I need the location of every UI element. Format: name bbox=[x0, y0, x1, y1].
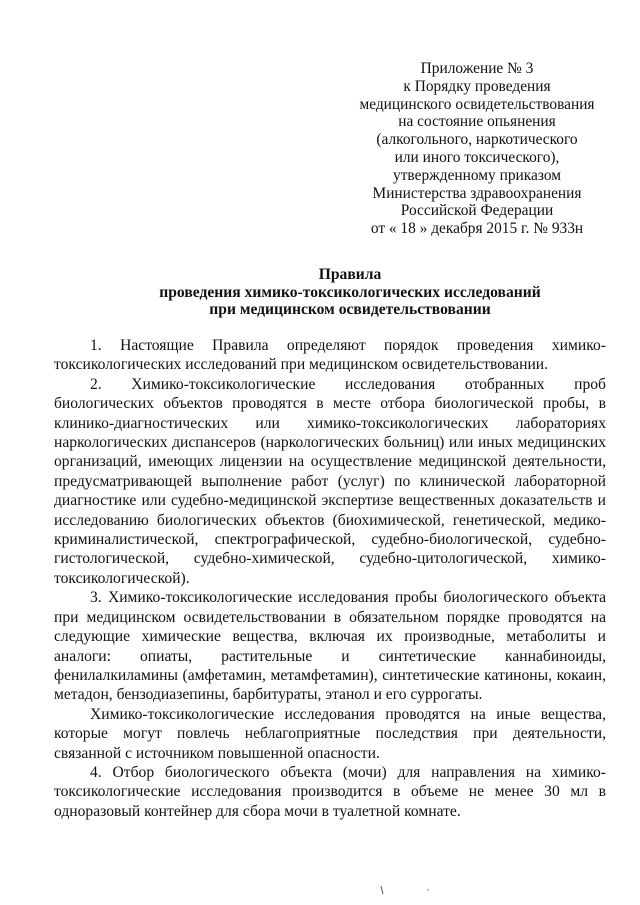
appendix-line: Министерства здравоохранения bbox=[372, 184, 582, 202]
paragraph-number: 1. bbox=[90, 337, 121, 354]
appendix-line: от « 18 » декабря 2015 г. № 933н bbox=[370, 220, 584, 238]
paragraph-text: Химико-токсикологические исследования пробы биологического объекта при медицинском освидетельствовании в обязательном порядке проводятся на следующие химические вещества, включая их производные, метаболиты и аналоги: опиаты, растительные и синтетические каннабиноиды, фенилалкиламины (амфетамин, метамфетамин), синтетические катиноны, кокаин, метадон, бензодиазепины, барбитураты, этанол и его суррогаты. bbox=[54, 589, 607, 704]
appendix-line: к Порядку проведения bbox=[403, 77, 551, 95]
paragraph bbox=[54, 705, 606, 763]
paragraph-text: Отбор биологического объекта (мочи) для направления на химико-токсикологические исследования производится в объеме не менее 30 мл в одноразовый контейнер для сбора мочи в туалетной комнате. bbox=[54, 763, 607, 820]
paragraph-text: Химико-токсикологические исследования отобранных проб биологических объектов проводятся в месте отбора биологической пробы, в клинико-диагностических или химико-токсикологических лабораториях наркологических диспансеров (наркологических больниц) или иных медицинских организаций, имеющих лицензии на осуществление медицинской деятельности, предусматривающей выполнение работ (услуг) по клинической лабораторной диагностике или судебно-медицинской экспертизе вещественных доказательств и исследованию биологических объектов (биохимической, генетической, медико-криминалистической, спектрографической, судебно-биологической, судебно-гистологической, судебно-химической, судебно-цитологической, химико-токсикологической). bbox=[54, 375, 606, 587]
paragraph-number: 4. bbox=[90, 763, 113, 781]
appendix-line: утвержденному приказом bbox=[393, 166, 561, 184]
appendix-line: (алкогольного, наркотического bbox=[376, 131, 578, 149]
appendix-line: медицинского освидетельствования bbox=[359, 95, 595, 113]
paragraph-text: Настоящие Правила определяют порядок проведения химико-токсикологических исследований при медицинском освидетельствовании. bbox=[54, 337, 606, 374]
paragraph bbox=[54, 375, 606, 588]
paragraph bbox=[54, 588, 606, 704]
document-title: Правила bbox=[318, 266, 382, 283]
document-subtitle-line: при медицинском освидетельствовании bbox=[209, 301, 491, 319]
paragraph-number: 2. bbox=[90, 375, 132, 393]
appendix-block bbox=[352, 60, 602, 238]
appendix-line: Приложение № 3 bbox=[420, 60, 534, 77]
appendix-line: на состояние опьянения bbox=[398, 113, 556, 131]
paragraph bbox=[54, 336, 606, 375]
document-subtitle-line: проведения химико-токсикологических исследований bbox=[159, 283, 541, 301]
scan-speck-marks bbox=[378, 884, 438, 896]
document-body bbox=[54, 336, 606, 821]
paragraph-number: 3. bbox=[90, 589, 108, 607]
appendix-line: Российской Федерации bbox=[400, 202, 554, 220]
appendix-line: или иного токсического), bbox=[394, 148, 560, 166]
paragraph bbox=[54, 763, 606, 821]
paragraph-text: Химико-токсикологические исследования проводятся на иные вещества, которые могут повлечь неблагоприятные последствия при деятельности, связанной с источником повышенной опасности. bbox=[54, 705, 606, 762]
document-heading bbox=[60, 266, 640, 319]
